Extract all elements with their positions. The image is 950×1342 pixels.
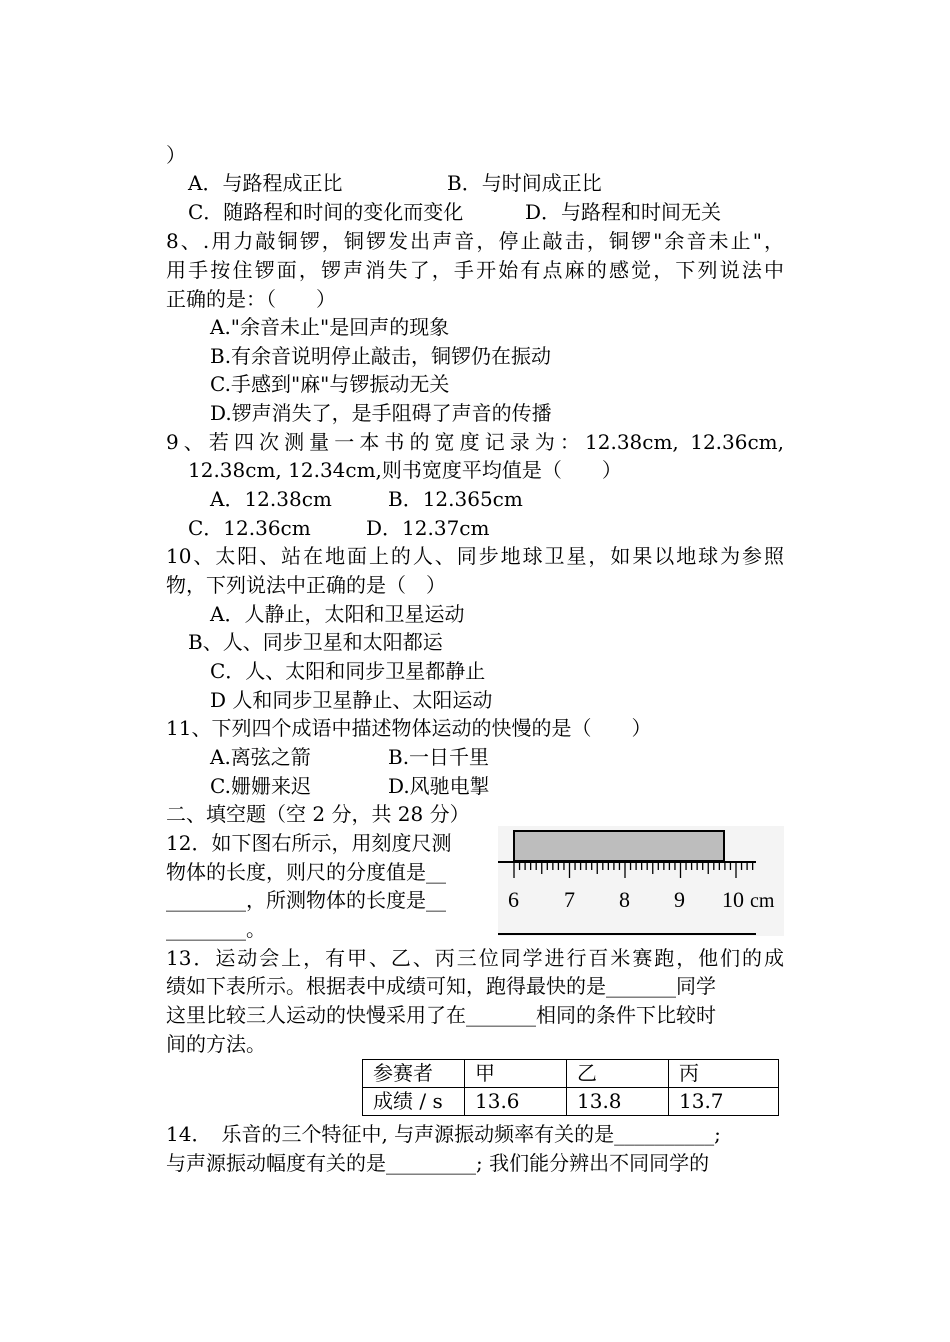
q13-results-table — [362, 1059, 779, 1116]
q8-option-c: C.手感到"麻"与锣振动无关 — [210, 372, 450, 396]
table-header-cell: 甲 — [465, 1060, 567, 1088]
q13-stem-line3-text: 这里比较三人运动的快慢采用了在 — [166, 1003, 466, 1027]
q14-blank-pitch[interactable]: __________ — [614, 1122, 715, 1146]
q12-stem-line3 — [166, 886, 446, 914]
q12-blank-length-b[interactable]: ________ — [166, 917, 246, 941]
q14-semicolon: ; — [714, 1122, 721, 1146]
q9-option-b: B．12.365cm — [388, 487, 523, 511]
q9-option-a: A．12.38cm — [210, 487, 332, 511]
ruler-unit: cm — [750, 890, 775, 912]
q9-option-d: D．12.37cm — [366, 516, 490, 540]
q13-stem-line3 — [166, 1001, 716, 1029]
q7-option-c: C．随路程和时间的变化而变化 — [188, 200, 464, 224]
q9-option-c: C．12.36cm — [188, 516, 311, 540]
q14-stem-line2-text: 与声源振动幅度有关的是 — [166, 1151, 386, 1175]
q8-option-d: D.锣声消失了，是手阻碍了声音的传播 — [210, 401, 552, 425]
q10-stem-line1: 10、太阳、站在地面上的人、同步地球卫星，如果以地球为参照 — [166, 544, 784, 568]
q8-stem-line1: 8、.用力敲铜锣，铜锣发出声音，停止敲击，铜锣"余音未止"， — [166, 229, 784, 253]
q14-stem-line2-end: ; 我们能分辨出不同同学的 — [476, 1151, 710, 1175]
q9-stem-line1: 9、若四次测量一本书的宽度记录为：12.38cm, 12.36cm, — [166, 430, 784, 454]
q14-stem-line1-text: 14． 乐音的三个特征中, 与声源振动频率有关的是 — [166, 1122, 615, 1146]
q11-option-c: C.姗姗来迟 — [210, 774, 311, 798]
table-cell: 13.7 — [669, 1088, 779, 1116]
q8-stem-line3: 正确的是：（ ） — [166, 287, 336, 311]
table-header-cell: 丙 — [669, 1060, 779, 1088]
q7-option-d: D．与路程和时间无关 — [525, 200, 722, 224]
table-cell: 13.8 — [567, 1088, 669, 1116]
q11-option-d: D.风驰电掣 — [388, 774, 490, 798]
ruler-label-8: 8 — [619, 887, 630, 912]
q12-blank-length-a[interactable]: __ — [426, 888, 446, 912]
q7-option-a: A．与路程成正比 — [188, 171, 343, 195]
ruler-figure — [498, 826, 784, 936]
q9-stem-line2: 12.38cm, 12.34cm,则书宽度平均值是（ ） — [188, 458, 622, 482]
q13-stem-line4: 间的方法。 — [166, 1032, 266, 1056]
q12-stem-line1: 12．如下图右所示，用刻度尺测 — [166, 831, 452, 855]
q12-blank-division-value-a[interactable]: __ — [426, 860, 446, 884]
q12-stem-line4 — [166, 915, 266, 943]
ruler-label-7: 7 — [564, 887, 575, 912]
q10-option-c: C．人、太阳和同步卫星都静止 — [210, 659, 486, 683]
q12-blank-division-value-b[interactable]: ________ — [166, 888, 246, 912]
q11-option-a: A.离弦之箭 — [210, 745, 311, 769]
q13-stem-line2 — [166, 972, 716, 1000]
table-cell: 13.6 — [465, 1088, 567, 1116]
q10-option-a: A．人静止，太阳和卫星运动 — [210, 602, 465, 626]
table-header-cell: 参赛者 — [363, 1060, 465, 1088]
measured-object — [514, 831, 724, 861]
section-2-title: 二、填空题（空 2 分，共 28 分） — [166, 802, 470, 826]
q10-option-d: D 人和同步卫星静止、太阳运动 — [210, 688, 493, 712]
ruler-label-9: 9 — [674, 887, 685, 912]
q8-option-b: B.有余音说明停止敲击，铜锣仍在振动 — [210, 344, 552, 368]
q11-stem: 11、下列四个成语中描述物体运动的快慢的是（ ） — [166, 716, 652, 740]
q8-option-a: A."余音未止"是回声的现象 — [210, 315, 450, 339]
q14-stem-line1 — [166, 1120, 721, 1148]
q7-option-b: B．与时间成正比 — [447, 171, 602, 195]
q10-stem-line2: 物，下列说法中正确的是（ ） — [166, 573, 446, 597]
table-header-cell: 乙 — [567, 1060, 669, 1088]
q11-option-b: B.一日千里 — [388, 745, 490, 769]
q13-blank-method[interactable]: _______ — [466, 1003, 536, 1027]
q10-option-b: B、人、同步卫星和太阳都运 — [188, 630, 443, 654]
table-header-row — [363, 1060, 779, 1088]
table-row — [363, 1088, 779, 1116]
q8-stem-line2: 用手按住锣面，锣声消失了，手开始有点麻的感觉，下列说法中 — [166, 258, 784, 282]
ruler-label-6: 6 — [508, 887, 519, 912]
q13-stem-line1: 13．运动会上，有甲、乙、丙三位同学进行百米赛跑，他们的成 — [166, 946, 784, 970]
q13-stem-line3-end: 相同的条件下比较时 — [536, 1003, 716, 1027]
q13-stem-line2-text: 绩如下表所示。根据表中成绩可知，跑得最快的是 — [166, 974, 606, 998]
table-cell: 成绩 / s — [363, 1088, 465, 1116]
q13-stem-line2-end: 同学 — [676, 974, 716, 998]
q13-blank-fastest[interactable]: _______ — [606, 974, 676, 998]
q7-close-paren: ） — [166, 143, 186, 167]
q12-stem-line3-text: ，所测物体的长度是 — [246, 888, 426, 912]
q12-stem-line2-text: 物体的长度，则尺的分度值是 — [166, 860, 426, 884]
q14-blank-loudness[interactable]: _________ — [386, 1151, 476, 1175]
q12-stem-line2 — [166, 858, 446, 886]
ruler-label-10: 10 — [722, 887, 744, 912]
q12-period: 。 — [246, 917, 266, 941]
q14-stem-line2 — [166, 1149, 709, 1177]
